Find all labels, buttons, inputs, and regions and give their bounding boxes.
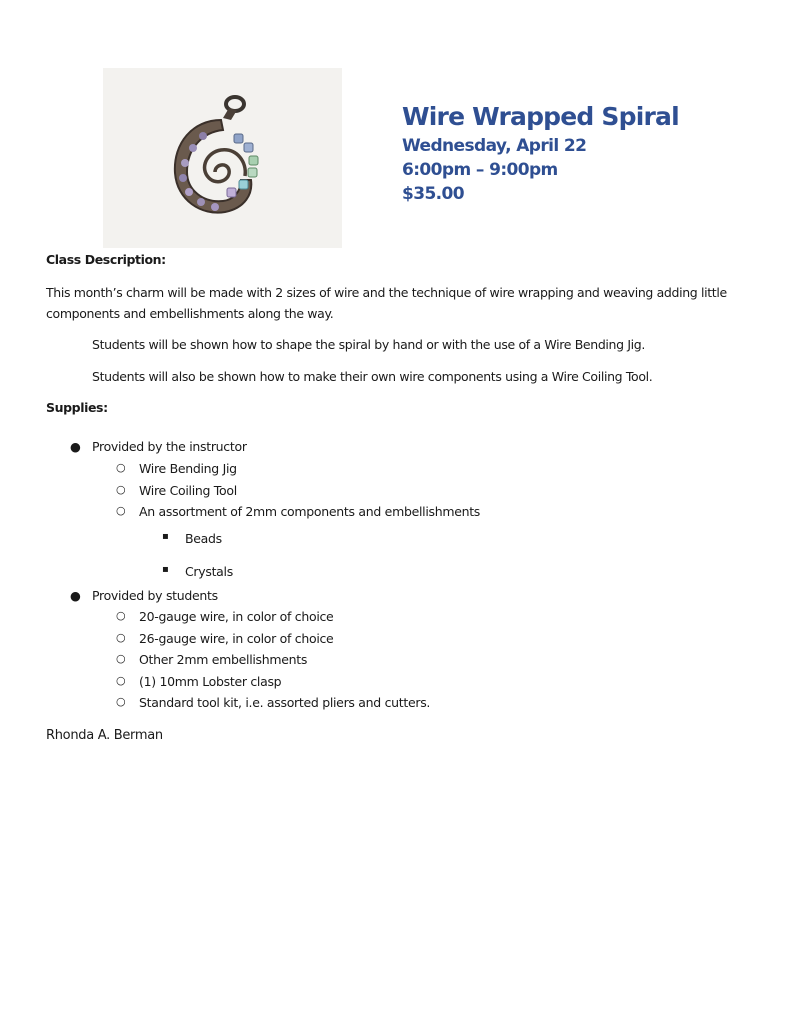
- list-item: Standard tool kit, i.e. assorted pliers and cutters.: [139, 695, 431, 710]
- bullet-circle: ○: [116, 631, 126, 644]
- list-item: (1) 10mm Lobster clasp: [139, 674, 282, 689]
- list-item: An assortment of 2mm components and embellishments: [139, 504, 481, 519]
- description-intro: This month’s charm will be made with 2 sizes of wire and the technique of wire wrapping and weaving adding little components and embellishments along the way.: [46, 285, 727, 321]
- bullet-circle: ○: [116, 461, 126, 474]
- bullet-circle: ○: [116, 483, 126, 496]
- list-item: 20-gauge wire, in color of choice: [139, 609, 334, 624]
- charm-photo: [103, 68, 342, 248]
- bullet-circle: ○: [116, 609, 126, 622]
- class-title: Wire Wrapped Spiral: [402, 102, 679, 131]
- bullet-square: ▪: [162, 531, 169, 542]
- bullet-circle: ○: [116, 652, 126, 665]
- bullet-circle: ○: [116, 695, 126, 708]
- list-item-beads: Beads: [185, 531, 222, 546]
- class-title-block: [402, 100, 679, 206]
- description-heading: Class Description:: [46, 252, 166, 267]
- list-item: Wire Bending Jig: [139, 461, 237, 476]
- spiral-charm-image: [103, 68, 342, 248]
- list-item: Other 2mm embellishments: [139, 652, 308, 667]
- bullet-square: ▪: [162, 564, 169, 575]
- bullet-circle: ○: [116, 674, 126, 687]
- bullet-circle: ○: [116, 504, 126, 517]
- list-item-students: Provided by students: [92, 588, 218, 603]
- bullet-disc: ●: [70, 439, 81, 454]
- signature: Rhonda A. Berman: [46, 728, 163, 743]
- class-price: $35.00: [402, 184, 465, 204]
- list-item: 26-gauge wire, in color of choice: [139, 631, 334, 646]
- list-item-instructor: Provided by the instructor: [92, 439, 247, 454]
- list-item: Wire Coiling Tool: [139, 483, 237, 498]
- description-line-1: Students will be shown how to shape the spiral by hand or with the use of a Wire Bending Jig.: [92, 337, 645, 352]
- supplies-heading: Supplies:: [46, 400, 108, 415]
- class-date: Wednesday, April 22: [402, 136, 587, 156]
- description-line-2: Students will also be shown how to make their own wire components using a Wire Coiling Tool.: [92, 369, 653, 384]
- bullet-disc: ●: [70, 588, 81, 603]
- list-item-crystals: Crystals: [185, 564, 233, 579]
- class-time: 6:00pm – 9:00pm: [402, 160, 558, 180]
